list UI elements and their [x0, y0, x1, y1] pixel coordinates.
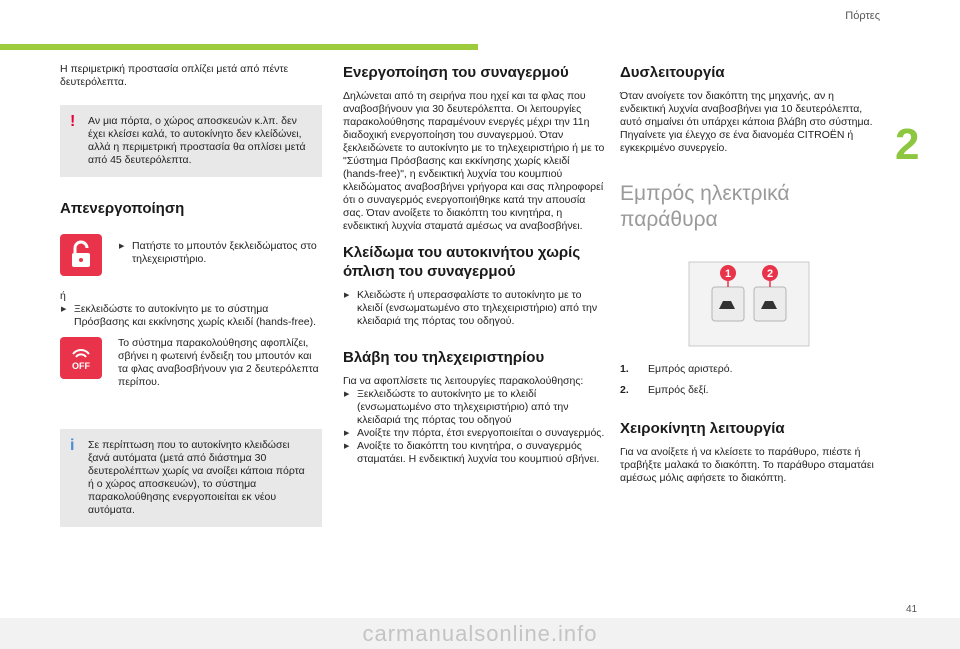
window-switch-illustration [688, 261, 810, 347]
column-left [60, 63, 322, 527]
front-windows-title: Εμπρός ηλεκτρικά παράθυρα [620, 182, 790, 231]
unlock-padlock-icon [60, 234, 102, 276]
page-number: 41 [906, 604, 918, 615]
manual-operation-text: Για να ανοίξετε ή να κλείσετε το παράθυρο, πιέστε ή τραβήξτε μαλακά το διακόπτη. Το παράθυρο σταματάει αμέσως μόλις αφήσετε το διακόπτη. [620, 446, 874, 484]
list-item [620, 384, 878, 397]
info-text: Σε περίπτωση που το αυτοκίνητο κλειδώσει ξανά αυτόματα (μετά από διάστημα 30 δευτερολέπτων χωρίς να ανοίξει κάποια πόρτα ή ο χώρος αποσκευών), το σύστημα παρακολούθησης ενεργοποιείται εκ νέου αυτόματα. [88, 439, 305, 516]
switch-badge-2: 2 [766, 268, 774, 280]
activation-text: Δηλώνεται από τη σειρήνα που ηχεί και τα φλας που αναβοσβήνουν για 30 δευτερόλεπτα. Οι λειτουργίες παρακολούθησης παραμένουν ενεργές μέχρι την 11η διαδοχική ενεργοποίηση του συναγερμού. Όταν ξεκλειδώνετε το αυτοκίνητο με το τηλεχειριστήριο ή με το "Σύστημα Πρόσβασης και εκκίνησης χωρίς κλειδί (hands-free)", η ενδεικτική λυχνία του κουμπιού κλειδώματος αναβοσβήνει γρήγορα και σας πληροφορεί ότι ο συναγερμός ενεργοποιήθηκε κατά την απουσία σας. Όταν ανοίξετε το διακόπτη του κινητήρα, η ενδεικτική λυχνία σταματά αμέσως να αναβοσβήνει. [343, 90, 605, 232]
column-right [620, 63, 878, 485]
malfunction-text: Όταν ανοίγετε τον διακόπτη της μηχανής, αν η ενδεικτική λυχνία αναβοσβήνει για 10 δευτερόλεπτα, αυτό σημαίνει ότι υπάρχει κάποια βλάβη στο σύστημα. Πηγαίνετε για έλεγχο σε ένα διανομέα CITROËN ή εγκεκριμένο συνεργείο. [620, 90, 873, 154]
switch-badge-1: 1 [724, 268, 732, 280]
list-number: 2. [620, 384, 629, 396]
deactivation-step-row [60, 234, 322, 276]
or-text: ή [60, 290, 66, 302]
column-middle [343, 63, 605, 466]
deactivation-alternative: ▶ Ξεκλειδώστε το αυτοκίνητο με το σύστημα Πρόσβασης και εκκίνησης χωρίς κλειδί (hands-free). [60, 303, 322, 329]
manual-operation-title: Χειροκίνητη λειτουργία [620, 420, 785, 437]
lock-without-alarm-step: ▶ Κλειδώστε ή υπερασφαλίστε το αυτοκίνητο με το κλειδί (ενσωματωμένο στο τηλεχειριστήριο) από την κλειδαριά της πόρτας του οδηγού. [343, 289, 605, 328]
list-text: Εμπρός δεξί. [648, 384, 709, 396]
info-box [60, 429, 322, 527]
lock-without-alarm-title: Κλείδωμα του αυτοκινήτου χωρίς όπλιση του συναγερμού [343, 244, 581, 280]
list-text: Εμπρός αριστερό. [648, 363, 733, 375]
off-label: OFF [72, 361, 90, 371]
info-icon: i [70, 437, 75, 454]
off-text: Το σύστημα παρακολούθησης αφοπλίζει, σβήνει η φωτεινή ένδειξη του μπουτόν και τα φλας αναβοσβήνουν για 2 δευτερόλεπτα περίπου. [118, 337, 319, 388]
alarm-off-icon [60, 337, 102, 379]
list-item [620, 363, 878, 376]
remote-fault-step-3: ▶ Ανοίξτε το διακόπτη του κινητήρα, ο συναγερμός σταματάει. Η ενδεικτική λυχνία του κουμπιού σβήνει. [343, 440, 605, 466]
off-row [60, 337, 322, 389]
remote-fault-step-2: ▶ Ανοίξτε την πόρτα, έτσι ενεργοποιείται ο συναγερμός. [343, 427, 605, 440]
intro-text: Η περιμετρική προστασία οπλίζει μετά από πέντε δευτερόλεπτα. [60, 63, 289, 88]
remote-fault-step-1: ▶ Ξεκλειδώστε το αυτοκίνητο με το κλειδί (ενσωματωμένο στο τηλεχειριστήριο) από την κλειδαριά της πόρτας του οδηγού [343, 388, 605, 427]
deactivation-step: ▶ Πατήστε το μπουτόν ξεκλειδώματος στο τηλεχειριστήριο. [118, 240, 322, 266]
watermark: carmanualsonline.info [0, 618, 960, 649]
warning-icon: ! [70, 113, 76, 130]
warning-text: Αν μια πόρτα, ο χώρος αποσκευών κ.λπ. δεν έχει κλείσει καλά, το αυτοκίνητο δεν κλείδώνει, αλλά η περιμετρική προστασία θα οπλίσει μετά από 45 δευτερόλεπτα. [88, 115, 306, 166]
list-number: 1. [620, 363, 629, 375]
chapter-number: 2 [895, 120, 920, 169]
section-header: Πόρτες [845, 10, 880, 22]
warning-box [60, 105, 322, 177]
chapter-color-bar [0, 44, 478, 50]
deactivation-title: Απενεργοποίηση [60, 200, 185, 217]
activation-title: Ενεργοποίηση του συναγερμού [343, 64, 569, 81]
malfunction-title: Δυσλειτουργία [620, 64, 725, 81]
remote-fault-intro: Για να αφοπλίσετε τις λειτουργίες παρακολούθησης: [343, 375, 584, 387]
remote-fault-title: Βλάβη του τηλεχειριστηρίου [343, 349, 545, 366]
